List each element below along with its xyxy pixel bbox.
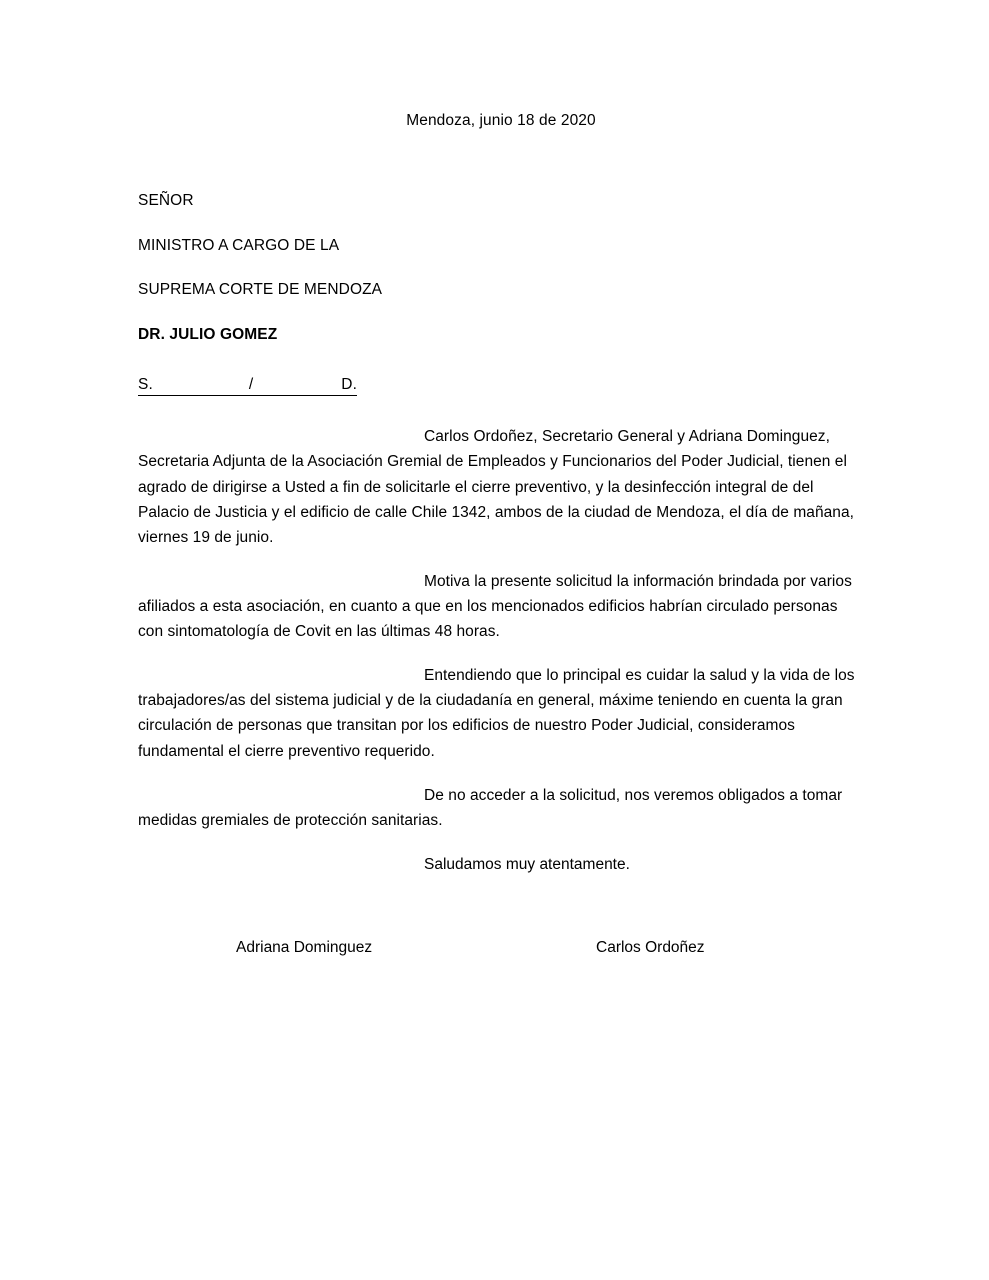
paragraph-4-text: De no acceder a la solicitud, nos veremos obligados a tomar medidas gremiales de protección sanitarias.: [138, 786, 843, 829]
paragraph-4: [138, 783, 864, 833]
addressee-block: [138, 192, 864, 344]
date-line: Mendoza, junio 18 de 2020: [406, 112, 596, 129]
paragraph-3: [138, 663, 864, 763]
paragraph-1-text: Carlos Ordoñez, Secretario General y Adriana Dominguez, Secretaria Adjunta de la Asociación Gremial de Empleados y Funcionarios del Poder Judicial, tienen el agrado de dirigirse a Usted a fin de solicitarle el cierre preventivo, y la desinfección integral de del Palacio de Justicia y el edificio de calle Chile 1342, ambos de la ciudad de Mendoza, el día de mañana, viernes 19 de junio.: [138, 428, 855, 546]
addressee-line-1: SEÑOR: [138, 192, 194, 209]
paragraph-1: [138, 424, 864, 550]
signature-block: [138, 939, 864, 969]
sd-line-s: S.: [138, 376, 153, 394]
sd-line-d: D.: [341, 376, 357, 394]
closing-text: Saludamos muy atentamente.: [424, 855, 630, 873]
addressee-name: DR. JULIO GOMEZ: [138, 325, 278, 343]
paragraph-3-text: Entendiendo que lo principal es cuidar la salud y la vida de los trabajadores/as del sistema judicial y de la ciudadanía en general, máxime teniendo en cuenta la gran circulación de personas que transitan por los edificios de nuestro Poder Judicial, consideramos fundamental el cierre preventivo requerido.: [138, 667, 855, 760]
signature-right: Carlos Ordoñez: [596, 939, 705, 957]
paragraph-2: [138, 569, 864, 644]
sd-line: [138, 376, 357, 396]
sd-line-slash: /: [248, 376, 254, 394]
sd-line-underline: [138, 376, 357, 396]
paragraph-2-text: Motiva la presente solicitud la información brindada por varios afiliados a esta asociación, en cuanto a que en los mencionados edificios habrían circulado personas con sintomatología de Covit en las últimas 48 horas.: [138, 572, 852, 641]
signature-left: Adriana Dominguez: [236, 939, 373, 957]
document-body: [138, 0, 864, 969]
closing-line: [138, 852, 864, 877]
addressee-line-2: MINISTRO A CARGO DE LA: [138, 236, 340, 254]
addressee-line-3: SUPREMA CORTE DE MENDOZA: [138, 281, 383, 299]
